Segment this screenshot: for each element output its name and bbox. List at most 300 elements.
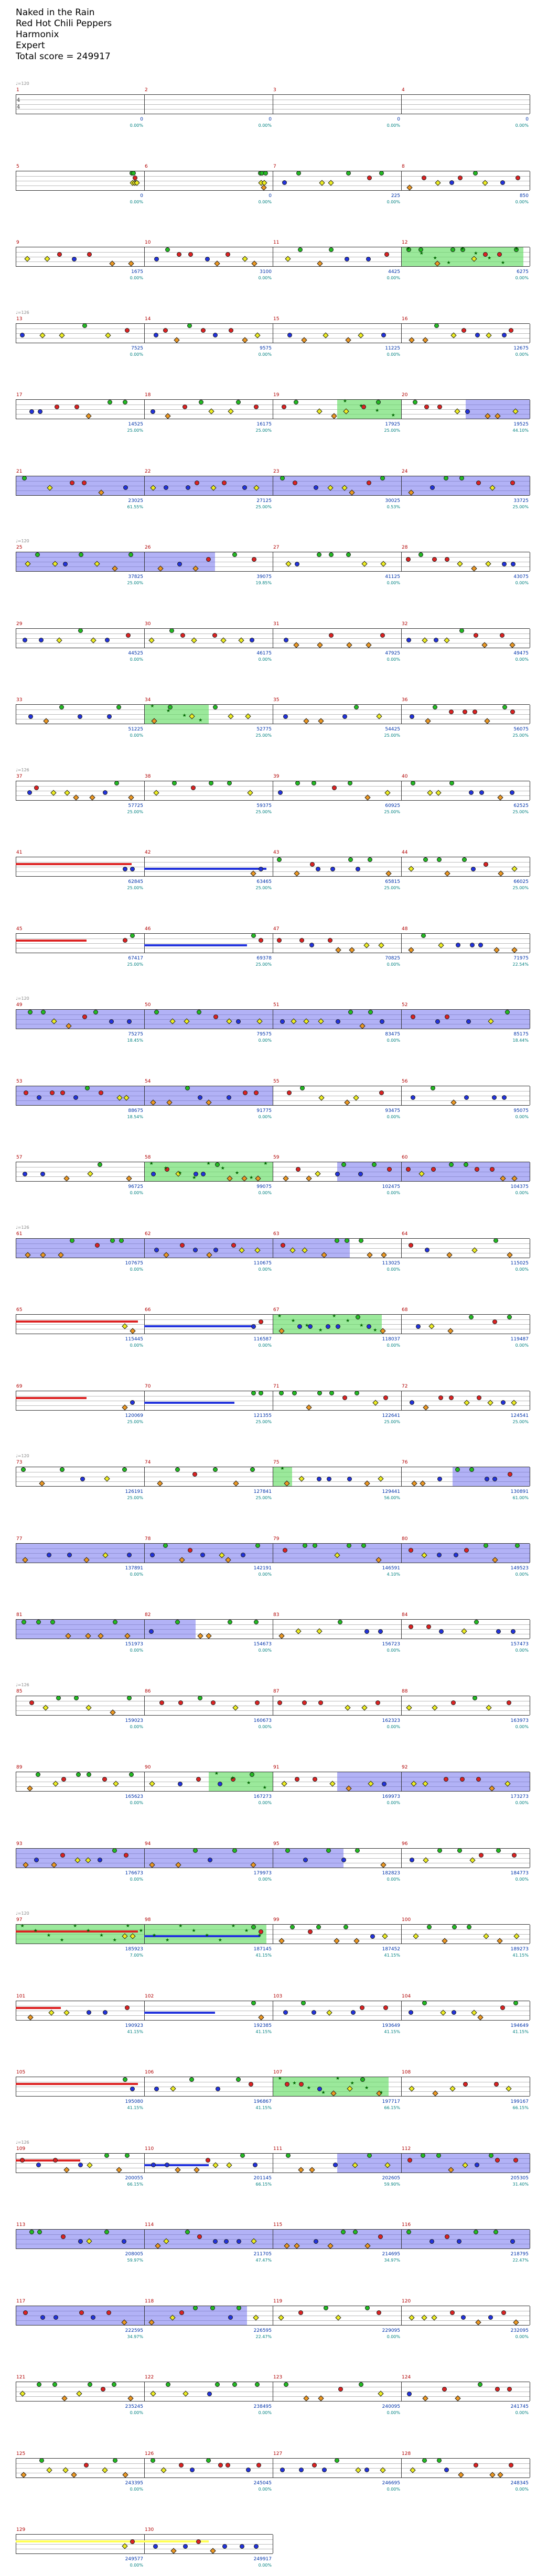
note-red xyxy=(442,2387,447,2392)
note-green xyxy=(122,1467,127,1472)
note-green xyxy=(56,1696,61,1700)
note-blue xyxy=(314,2239,318,2244)
note-red xyxy=(125,328,130,333)
note-blue xyxy=(358,1172,363,1176)
note-orange xyxy=(409,947,414,953)
note-orange xyxy=(498,2472,503,2477)
note-blue xyxy=(130,1400,135,1405)
note-red xyxy=(409,1548,413,1553)
note-green xyxy=(251,1925,256,1929)
note-yellow xyxy=(328,180,334,185)
measure-percent: 0.00% xyxy=(515,1343,529,1348)
measure-score: 23025 xyxy=(128,498,143,504)
note-yellow xyxy=(253,2315,259,2320)
star-note-icon: ★ xyxy=(514,246,519,252)
note-green xyxy=(206,2458,211,2463)
note-yellow xyxy=(254,332,260,338)
note-red xyxy=(329,633,334,638)
note-blue xyxy=(478,943,483,947)
note-blue xyxy=(213,2239,218,2244)
note-orange xyxy=(442,1938,447,1944)
star-note-icon: ★ xyxy=(206,1161,211,1166)
note-red xyxy=(211,1700,216,1705)
note-green xyxy=(250,1772,254,1777)
note-red xyxy=(338,2387,343,2392)
measure-percent: 25.00% xyxy=(384,428,400,433)
measure-percent: 0.00% xyxy=(130,1648,143,1653)
note-red xyxy=(318,1700,323,1705)
measure-number: 99 xyxy=(273,1917,280,1923)
star-note-icon: ★ xyxy=(446,260,451,266)
sustain-note xyxy=(16,2159,80,2162)
chart-row xyxy=(16,613,530,670)
note-staff xyxy=(16,539,530,585)
measure-score: 200055 xyxy=(125,2175,143,2181)
note-blue xyxy=(154,1248,159,1252)
note-blue xyxy=(356,867,360,871)
barline xyxy=(401,781,402,800)
note-orange xyxy=(497,1938,502,1944)
note-green xyxy=(78,628,83,633)
note-orange xyxy=(345,1099,350,1105)
note-blue xyxy=(151,2163,156,2167)
note-red xyxy=(180,1243,185,1248)
note-blue xyxy=(370,1934,375,1939)
note-green xyxy=(37,2382,41,2387)
measure-score: 245045 xyxy=(253,2480,272,2486)
measure-percent: 59.90% xyxy=(384,2181,400,2187)
note-orange xyxy=(498,794,503,800)
measure-percent: 41.15% xyxy=(512,2029,529,2034)
measure-percent: 0.00% xyxy=(515,1571,529,1577)
note-blue xyxy=(280,1019,285,1024)
note-blue xyxy=(253,2163,257,2167)
measure-percent: 0.00% xyxy=(386,962,400,967)
measure-percent: 0.00% xyxy=(386,1343,400,1348)
note-red xyxy=(283,1548,287,1553)
note-blue xyxy=(502,333,507,337)
measure-number: 73 xyxy=(16,1460,23,1465)
note-orange xyxy=(331,413,337,419)
note-yellow xyxy=(295,1628,301,1634)
note-green xyxy=(130,933,135,938)
chart-row xyxy=(16,384,530,441)
measure-percent: 0.00% xyxy=(515,2486,529,2492)
barline xyxy=(401,1772,402,1791)
measure-percent: 25.00% xyxy=(127,809,143,814)
measure-number: 123 xyxy=(273,2375,283,2380)
star-note-icon: ★ xyxy=(163,1166,168,1171)
barline xyxy=(401,171,402,190)
measure-number: 81 xyxy=(16,1612,23,1618)
barline xyxy=(401,1162,402,1181)
measure-percent: 0.00% xyxy=(515,1648,529,1653)
barline xyxy=(144,1086,145,1105)
note-blue xyxy=(471,867,476,871)
barline xyxy=(401,476,402,495)
measure-percent: 0.00% xyxy=(130,2410,143,2415)
note-blue xyxy=(280,2468,285,2472)
note-orange xyxy=(366,642,371,648)
measure-percent: 0.00% xyxy=(515,1724,529,1729)
measure-score: 11225 xyxy=(385,345,400,351)
note-green xyxy=(277,857,282,862)
note-green xyxy=(493,2230,498,2234)
measure-percent: 0.00% xyxy=(258,2486,272,2492)
note-blue xyxy=(435,1019,440,1024)
measure-number: 24 xyxy=(402,468,408,474)
note-orange xyxy=(175,2167,180,2173)
star-note-icon: ★ xyxy=(192,1175,197,1181)
barline xyxy=(144,2154,145,2173)
star-note-icon: ★ xyxy=(73,1924,78,1929)
measure-percent: 0.00% xyxy=(258,1343,272,1348)
measure-number: 22 xyxy=(145,468,151,474)
measure-percent: 0.00% xyxy=(258,352,272,357)
note-staff xyxy=(16,392,530,433)
note-green xyxy=(290,1925,295,1929)
note-red xyxy=(328,938,332,943)
note-red xyxy=(295,1777,299,1782)
barline xyxy=(401,1467,402,1486)
barline xyxy=(144,934,145,953)
chart-row xyxy=(16,231,530,289)
note-staff xyxy=(16,2298,530,2339)
measure-score: 127841 xyxy=(253,1489,272,1494)
chart-row xyxy=(16,1070,530,1128)
measure-number: 74 xyxy=(145,1460,151,1465)
note-blue xyxy=(278,790,283,795)
measure-number: 67 xyxy=(273,1307,280,1313)
note-red xyxy=(431,1167,436,1172)
note-red xyxy=(229,328,233,333)
barline xyxy=(144,1010,145,1029)
note-yellow xyxy=(323,332,328,338)
note-green xyxy=(473,171,478,176)
note-red xyxy=(206,2158,210,2163)
note-staff xyxy=(16,163,530,204)
note-red xyxy=(99,1090,103,1095)
measure-number: 80 xyxy=(402,1536,408,1542)
measure-score: 3100 xyxy=(260,269,272,275)
note-orange xyxy=(420,1480,426,1486)
note-red xyxy=(383,1395,388,1400)
measure-number: 28 xyxy=(402,545,408,550)
note-green xyxy=(50,1620,55,1624)
note-orange xyxy=(116,2167,122,2173)
note-red xyxy=(24,1090,28,1095)
note-green xyxy=(354,705,359,710)
measure-percent: 0.00% xyxy=(515,1114,529,1119)
measure-score: 202605 xyxy=(382,2175,400,2181)
note-blue xyxy=(457,2239,461,2244)
note-red xyxy=(387,1167,392,1172)
note-blue xyxy=(488,2315,493,2320)
tempo-marker: ♩=120 xyxy=(16,1911,29,1916)
star-note-icon: ★ xyxy=(280,1466,285,1471)
measure-percent: 25.00% xyxy=(127,1419,143,1424)
note-green xyxy=(422,2001,427,2005)
measure-percent: 0.00% xyxy=(386,352,400,357)
note-green xyxy=(185,1086,190,1090)
measure-percent: 41.15% xyxy=(384,2029,400,2034)
measure-percent: 66.15% xyxy=(384,2105,400,2110)
measure-score: 49475 xyxy=(513,650,529,656)
note-green xyxy=(472,1696,477,1700)
note-red xyxy=(106,2310,111,2315)
note-red xyxy=(196,2539,201,2544)
note-yellow xyxy=(422,637,427,643)
measure-score: 116587 xyxy=(253,1337,272,1342)
note-green xyxy=(345,1238,349,1243)
note-red xyxy=(195,481,199,485)
note-red xyxy=(298,2310,303,2315)
measure-number: 72 xyxy=(402,1383,408,1389)
measure-score: 124541 xyxy=(510,1413,529,1418)
note-orange xyxy=(364,1480,370,1486)
note-orange xyxy=(63,2167,69,2173)
measure-number: 71 xyxy=(273,1383,280,1389)
star-note-icon: ★ xyxy=(178,1924,183,1929)
note-staff xyxy=(16,2140,530,2187)
measure-score: 176673 xyxy=(125,1870,143,1876)
measure-number: 119 xyxy=(273,2298,283,2304)
measure-number: 98 xyxy=(145,1917,151,1923)
measure-number: 18 xyxy=(145,392,151,398)
measure-percent: 44.10% xyxy=(512,428,529,433)
measure-score: 157473 xyxy=(510,1642,529,1647)
note-yellow xyxy=(228,713,233,719)
note-yellow xyxy=(363,942,369,948)
note-red xyxy=(182,405,187,409)
note-blue xyxy=(299,2468,304,2472)
star-note-icon: ★ xyxy=(112,1938,117,1943)
barline xyxy=(144,1315,145,1334)
star-note-icon: ★ xyxy=(419,251,424,256)
barline xyxy=(144,2230,145,2248)
note-green xyxy=(376,400,381,405)
measure-score: 41125 xyxy=(385,574,400,580)
note-green xyxy=(213,1467,218,1472)
note-blue xyxy=(317,1477,321,1481)
difficulty-label: Expert xyxy=(16,40,45,51)
note-orange xyxy=(458,2472,464,2477)
note-blue xyxy=(73,1095,78,1100)
note-green xyxy=(35,552,40,557)
measure-score: 151973 xyxy=(125,1642,143,1647)
note-red xyxy=(84,2463,89,2468)
measure-number: 37 xyxy=(16,773,23,779)
measure-percent: 0.00% xyxy=(258,2563,272,2568)
measure-number: 76 xyxy=(402,1460,408,1465)
note-orange xyxy=(494,947,500,953)
note-green xyxy=(452,1925,457,1929)
note-staff xyxy=(16,81,530,128)
measure-number: 5 xyxy=(16,163,19,169)
note-green xyxy=(209,781,213,785)
note-yellow xyxy=(358,332,364,338)
measure-score: 115445 xyxy=(125,1337,143,1342)
note-orange xyxy=(306,1404,312,1410)
note-red xyxy=(411,1014,415,1019)
measure-percent: 0.00% xyxy=(386,2334,400,2339)
note-orange xyxy=(283,1175,289,1181)
note-green xyxy=(251,933,256,938)
note-green xyxy=(359,1238,363,1243)
note-red xyxy=(449,710,454,714)
note-green xyxy=(193,2306,198,2310)
note-staff xyxy=(16,2222,530,2263)
measure-number: 19 xyxy=(273,392,280,398)
measure-score: 0 xyxy=(268,117,272,122)
note-blue xyxy=(341,1858,346,1862)
chart-row xyxy=(16,2366,530,2424)
barline xyxy=(144,1696,145,1715)
measure-number: 65 xyxy=(16,1307,23,1313)
note-green xyxy=(104,2153,109,2158)
measure-score: 194649 xyxy=(510,2023,529,2028)
note-blue xyxy=(461,2315,466,2320)
note-green xyxy=(296,171,301,176)
measure-percent: 41.15% xyxy=(127,2105,143,2110)
measure-number: 95 xyxy=(273,1841,280,1847)
measure-score: 211705 xyxy=(253,2252,272,2257)
note-yellow xyxy=(406,1705,412,1710)
note-blue xyxy=(127,1019,132,1024)
measure-percent: 61.55% xyxy=(127,504,143,509)
note-red xyxy=(380,633,385,638)
measure-number: 61 xyxy=(16,1231,23,1237)
note-staff xyxy=(16,1612,530,1653)
note-blue xyxy=(259,867,263,871)
note-orange xyxy=(233,1480,239,1486)
note-red xyxy=(192,1472,197,1477)
note-yellow xyxy=(63,2010,69,2015)
note-green xyxy=(324,2306,328,2310)
barline xyxy=(144,2306,145,2325)
star-note-icon: ★ xyxy=(305,1323,309,1328)
barline xyxy=(401,705,402,724)
note-orange xyxy=(251,260,257,266)
measure-number: 35 xyxy=(273,697,280,703)
measure-percent: 56.00% xyxy=(384,1496,400,1500)
sustain-note xyxy=(144,1935,260,1937)
note-blue xyxy=(213,1248,218,1252)
note-yellow xyxy=(444,637,449,643)
note-yellow xyxy=(278,2315,284,2320)
measure-number: 7 xyxy=(273,163,276,169)
measure-number: 96 xyxy=(402,1841,408,1847)
note-blue xyxy=(127,1553,132,1557)
note-orange xyxy=(294,642,299,648)
barline xyxy=(144,2382,145,2401)
note-red xyxy=(463,2082,468,2087)
measure-score: 79575 xyxy=(256,1032,272,1037)
measure-score: 197717 xyxy=(382,2099,400,2104)
note-yellow xyxy=(47,2467,52,2473)
star-note-icon: ★ xyxy=(198,718,203,723)
note-yellow xyxy=(431,2315,437,2320)
note-green xyxy=(215,2382,220,2387)
measure-percent: 34.97% xyxy=(127,2334,143,2339)
measure-score: 27125 xyxy=(256,498,272,504)
note-yellow xyxy=(209,408,214,414)
note-blue xyxy=(98,1858,102,1862)
measure-percent: 0.00% xyxy=(515,2334,529,2339)
note-green xyxy=(462,857,467,862)
measure-number: 51 xyxy=(273,1002,280,1008)
note-staff xyxy=(16,1307,530,1348)
note-blue xyxy=(479,790,484,795)
note-blue xyxy=(297,1324,302,1329)
note-blue xyxy=(228,2315,233,2320)
barline xyxy=(401,1544,402,1563)
note-blue xyxy=(326,1324,330,1329)
note-blue xyxy=(222,2544,227,2549)
star-note-icon: ★ xyxy=(138,1928,143,1934)
note-blue xyxy=(87,2010,91,2015)
note-red xyxy=(29,1700,34,1705)
star-note-icon: ★ xyxy=(460,246,465,252)
note-red xyxy=(201,328,206,333)
note-red xyxy=(463,710,467,714)
measure-score: 196867 xyxy=(253,2099,272,2104)
note-green xyxy=(341,1162,346,1167)
note-orange xyxy=(422,337,428,343)
note-blue xyxy=(333,2163,338,2167)
note-blue xyxy=(130,867,135,871)
measure-score: 9575 xyxy=(260,345,272,351)
measure-number: 6 xyxy=(145,163,148,169)
note-green xyxy=(237,2306,241,2310)
star-note-icon: ★ xyxy=(332,1314,337,1319)
barline xyxy=(401,552,402,571)
note-green xyxy=(469,1467,474,1472)
measure-number: 45 xyxy=(16,926,23,932)
note-blue xyxy=(36,2163,41,2167)
note-green xyxy=(341,2230,346,2234)
measure-percent: 25.00% xyxy=(127,581,143,585)
measure-score: 214695 xyxy=(382,2252,400,2257)
note-red xyxy=(197,2234,202,2239)
note-red xyxy=(383,2005,388,2010)
note-yellow xyxy=(482,180,488,185)
note-yellow xyxy=(436,790,442,795)
note-orange xyxy=(447,1328,453,1334)
measure-number: 4 xyxy=(402,88,405,93)
note-green xyxy=(365,2306,370,2310)
measure-number: 64 xyxy=(402,1231,408,1237)
measure-number: 68 xyxy=(402,1307,408,1313)
note-green xyxy=(104,2230,109,2234)
measure-number: 78 xyxy=(145,1536,151,1542)
note-blue xyxy=(39,638,44,642)
measure-score: 19525 xyxy=(513,422,529,427)
note-red xyxy=(437,405,442,409)
note-yellow xyxy=(76,2391,82,2396)
measure-percent: 0.00% xyxy=(258,1114,272,1119)
note-orange xyxy=(309,2167,315,2173)
barline xyxy=(401,1925,402,1944)
note-blue xyxy=(380,1019,384,1024)
note-red xyxy=(130,2539,135,2544)
solo-section xyxy=(16,1239,350,1258)
measure-percent: 25.00% xyxy=(384,733,400,738)
note-green xyxy=(515,1543,520,1548)
note-green xyxy=(41,1010,46,1014)
measure-score: 16175 xyxy=(256,422,272,427)
measure-percent: 0.00% xyxy=(130,2563,143,2568)
